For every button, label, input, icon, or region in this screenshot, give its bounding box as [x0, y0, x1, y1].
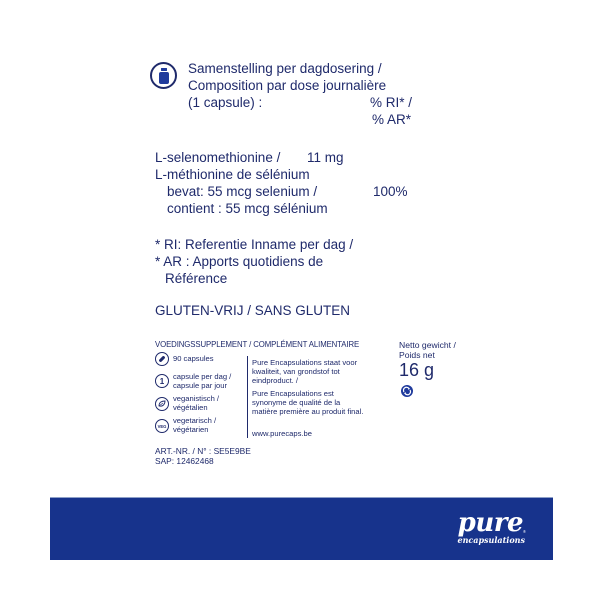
ingredient-percent: 100%: [373, 184, 408, 199]
veg-icon: [155, 419, 169, 433]
quality-fr-line2: synonyme de qualité de la: [252, 398, 341, 407]
column-divider: [247, 356, 248, 438]
footnote-ri: * RI: Referentie Inname per dag /: [155, 237, 354, 252]
weight-label-fr: Poids net: [399, 350, 435, 360]
net-weight-value: 16 g: [399, 360, 435, 380]
supplement-title: VOEDINGSSUPPLEMENT / COMPLÉMENT ALIMENTAIRE: [155, 340, 360, 349]
ingredient-name-nl: L-selenomethionine /: [155, 150, 281, 165]
footnote-ar-line1: * AR : Apports quotidiens de: [155, 254, 324, 269]
dose-nl: capsule per dag /: [173, 372, 232, 381]
composition-heading-fr: Composition par dose journalière: [188, 78, 387, 93]
ingredient-name-fr: L-méthionine de sélénium: [155, 167, 310, 182]
composition-heading-nl: Samenstelling per dagdosering /: [188, 61, 382, 76]
vegan-leaf-icon: [155, 397, 169, 411]
registered-mark: ®: [523, 529, 526, 534]
vegan-nl: veganistisch /: [173, 394, 220, 403]
ingredient-contains-fr: contient : 55 mcg sélénium: [167, 201, 328, 216]
weight-label-nl: Netto gewicht /: [399, 340, 456, 350]
ingredient-contains-nl: bevat: 55 mcg selenium /: [167, 184, 318, 199]
vegan-fr: végétalien: [173, 403, 208, 412]
ri-label: % RI* /: [370, 95, 413, 110]
vegetarian-nl: vegetarisch /: [173, 416, 217, 425]
quality-nl-line3: eindproduct. /: [252, 376, 299, 385]
article-number: ART.-NR. / N° : SE5E9BE: [155, 446, 251, 456]
capsule-icon: [155, 352, 169, 366]
brand-logo-encapsulations: encapsulations: [457, 535, 525, 545]
daily-dose-icon: [150, 62, 177, 89]
footnote-ar-line2: Référence: [165, 271, 228, 286]
quality-nl-line2: kwaliteit, van grondstof tot: [252, 367, 340, 376]
green-dot-recycle-icon: [401, 384, 413, 396]
dose-fr: capsule par jour: [173, 381, 228, 390]
quality-fr-line1: Pure Encapsulations est: [252, 389, 334, 398]
serving-size: (1 capsule) :: [188, 95, 263, 110]
bottle-icon: [158, 68, 170, 84]
number-one-icon: [155, 374, 169, 388]
vegetarian-fr: végétarien: [173, 425, 209, 434]
ar-label: % AR*: [372, 112, 412, 127]
sap-number: SAP: 12462468: [155, 456, 214, 466]
capsule-count: 90 capsules: [173, 354, 214, 363]
quality-nl-line1: Pure Encapsulations staat voor: [252, 358, 358, 367]
ingredient-amount: 11 mg: [307, 150, 344, 165]
website-link[interactable]: www.purecaps.be: [252, 429, 312, 438]
veg-glyph: VEG: [157, 423, 167, 429]
brand-logo-pure: pure: [457, 508, 523, 538]
brand-banner: [50, 497, 553, 560]
gluten-free-label: GLUTEN-VRIJ / SANS GLUTEN: [155, 303, 351, 318]
quality-fr-line3: matière première au produit final.: [252, 407, 364, 416]
number-one-glyph: 1: [159, 376, 165, 386]
